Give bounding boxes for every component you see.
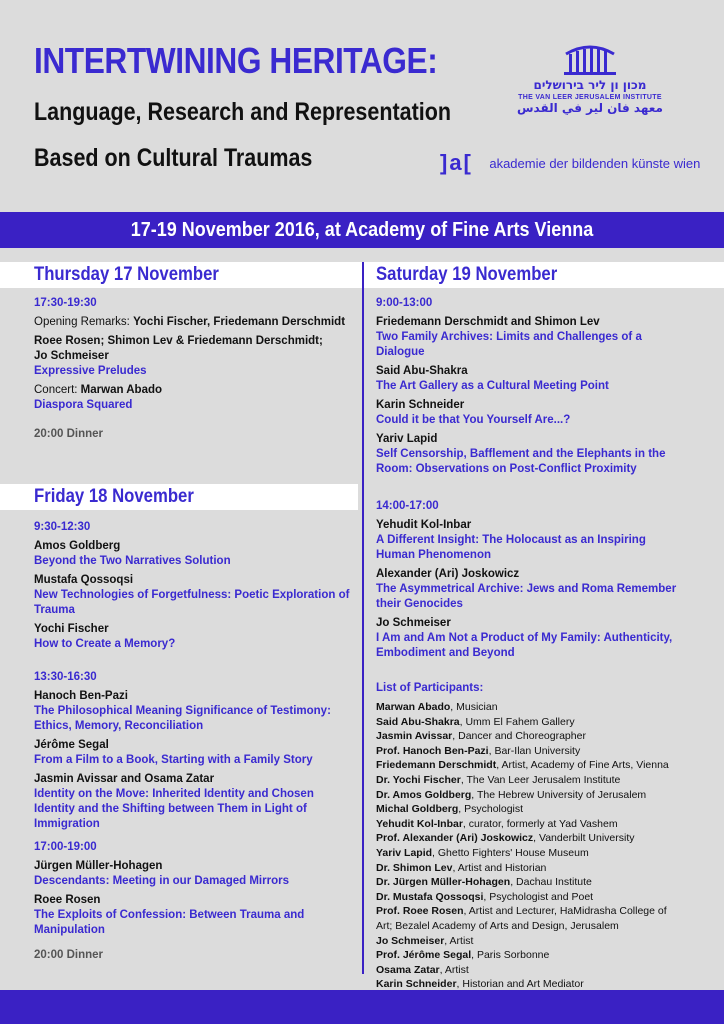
talk-title: Self Censorship, Bafflement and the Elephants in the Room: Observations on Post-Conflict Proximity — [376, 448, 666, 475]
participant-name: Prof. Alexander (Ari) Joskowicz — [376, 832, 534, 845]
participant-description: , Dancer and Choreographer — [452, 730, 586, 743]
talk-title: The Exploits of Confession: Between Trauma and Manipulation — [34, 909, 305, 936]
participant-item — [376, 744, 682, 759]
participant-item — [376, 788, 682, 803]
participant-item — [376, 729, 682, 744]
subtitle-line-2: Based on Cultural Traumas — [34, 144, 313, 172]
speaker: Jérôme Segal — [34, 739, 109, 751]
talk-title: From a Film to a Book, Starting with a Family Story — [34, 754, 313, 766]
talk-title: The Art Gallery as a Cultural Meeting Point — [376, 380, 609, 392]
talk-title: Beyond the Two Narratives Solution — [34, 555, 231, 567]
participant-item — [376, 934, 682, 949]
participant-name: Prof. Roee Rosen — [376, 905, 464, 918]
participant-name: Dr. Yochi Fischer — [376, 773, 461, 786]
participant-description: , Dachau Institute — [510, 876, 592, 889]
footer-bar — [0, 990, 724, 1024]
participant-item — [376, 875, 682, 890]
talk-title: Two Family Archives: Limits and Challenges of a Dialogue — [376, 331, 642, 358]
concert — [34, 383, 354, 398]
participant-description: , Vanderbilt University — [533, 832, 635, 845]
participant-item — [376, 817, 682, 832]
talk-title: Expressive Preludes — [34, 365, 147, 377]
participant-name: Yehudit Kol-Inbar — [376, 817, 463, 830]
participant-item — [376, 773, 682, 788]
vanleer-arabic-name: معهد فان لير في القدس — [517, 101, 663, 115]
speaker: Mustafa Qossoqsi — [34, 574, 134, 586]
vanleer-building-icon — [560, 42, 620, 76]
vanleer-hebrew-name: מכון ון ליר בירושלים — [533, 78, 647, 92]
thursday-program — [34, 296, 354, 442]
participant-item — [376, 890, 682, 905]
saturday-heading — [342, 262, 724, 288]
speaker: Roee Rosen; Shimon Lev & Friedemann Derschmidt; — [34, 335, 323, 347]
concert-label: Concert: — [34, 384, 81, 396]
participant-item — [376, 904, 682, 933]
vanleer-english-name: THE VAN LEER JERUSALEM INSTITUTE — [518, 94, 662, 101]
akademie-mark: ]a[ — [440, 150, 473, 175]
session-time: 14:00-17:00 — [376, 500, 439, 512]
speaker: Yochi Fischer — [34, 623, 109, 635]
participant-name: Michal Goldberg — [376, 803, 459, 816]
participant-name: Karin Schneider — [376, 978, 457, 991]
session-time: 17:30-19:30 — [34, 297, 97, 309]
participant-name: Yariv Lapid — [376, 846, 433, 859]
talk-title: New Technologies of Forgetfulness: Poetic Exploration of Trauma — [34, 589, 350, 616]
participant-description: , Bar-Ilan University — [488, 744, 581, 757]
participant-item — [376, 802, 682, 817]
concert-name: Marwan Abado — [80, 384, 163, 396]
participant-name: Dr. Jürgen Müller-Hohagen — [376, 876, 511, 889]
participant-description: , Psychologist and Poet — [483, 890, 594, 903]
participant-description: , The Hebrew University of Jerusalem — [471, 788, 647, 801]
participants-title: List of Participants: — [376, 682, 484, 694]
participant-item — [376, 861, 682, 876]
participant-item — [376, 831, 682, 846]
opening-names: Yochi Fischer, Friedemann Derschmidt — [133, 316, 346, 328]
participant-description: , Paris Sorbonne — [471, 949, 550, 962]
talk-title: A Different Insight: The Holocaust as an Inspiring Human Phenomenon — [376, 534, 646, 561]
participant-description: , Historian and Art Mediator — [456, 978, 584, 991]
participants-list — [376, 700, 682, 992]
participant-name: Dr. Amos Goldberg — [376, 788, 472, 801]
friday-program — [34, 520, 350, 963]
speaker: Alexander (Ari) Joskowicz — [376, 568, 520, 580]
session-time: 9:00-13:00 — [376, 297, 433, 309]
speaker: Jasmin Avissar and Osama Zatar — [34, 773, 215, 785]
participant-description: , Psychologist — [458, 803, 524, 816]
talk-title: The Asymmetrical Archive: Jews and Roma Remember their Genocides — [376, 583, 677, 610]
participant-description: , Artist and Historian — [452, 861, 547, 874]
participant-name: Friedemann Derschmidt — [376, 759, 497, 772]
speaker: Amos Goldberg — [34, 540, 121, 552]
friday-heading — [0, 484, 358, 510]
date-banner — [0, 212, 724, 248]
opening-label: Opening Remarks: — [34, 316, 134, 328]
participant-description: , Artist — [444, 934, 474, 947]
session-time: 9:30-12:30 — [34, 521, 91, 533]
participant-item — [376, 700, 682, 715]
participant-description: , Umm El Fahem Gallery — [459, 715, 575, 728]
participant-name: Said Abu-Shakra — [376, 715, 460, 728]
participant-name: Osama Zatar — [376, 963, 440, 976]
friday-heading-text: Friday 18 November — [34, 486, 194, 507]
participant-item — [376, 963, 682, 978]
talk-title: I Am and Am Not a Product of My Family: Authenticity, Embodiment and Beyond — [376, 632, 673, 659]
speaker: Jürgen Müller-Hohagen — [34, 860, 163, 872]
speaker: Friedemann Derschmidt and Shimon Lev — [376, 316, 600, 328]
column-divider — [362, 262, 364, 974]
participant-name: Prof. Hanoch Ben-Pazi — [376, 744, 489, 757]
speaker: Karin Schneider — [376, 399, 465, 411]
participant-name: Dr. Mustafa Qossoqsi — [376, 890, 484, 903]
participant-description: , curator, formerly at Yad Vashem — [462, 817, 618, 830]
participant-description: , Artist, Academy of Fine Arts, Vienna — [496, 759, 669, 772]
saturday-heading-text: Saturday 19 November — [376, 264, 558, 285]
speaker: Roee Rosen — [34, 894, 101, 906]
akademie-name: akademie der bildenden künste wien — [489, 155, 701, 171]
dinner-note: 20:00 Dinner — [34, 428, 104, 440]
akademie-logo — [440, 150, 700, 176]
participant-item — [376, 715, 682, 730]
participant-item — [376, 846, 682, 861]
opening-remarks — [34, 315, 354, 330]
page-title: INTERTWINING HERITAGE: — [34, 40, 438, 81]
talk-title: How to Create a Memory? — [34, 638, 176, 650]
talk-title: Identity on the Move: Inherited Identity and Chosen Identity and the Shifting between Them in Light of Immigration — [34, 788, 314, 830]
thursday-heading — [0, 262, 358, 288]
session-time: 13:30-16:30 — [34, 671, 97, 683]
speaker: Hanoch Ben-Pazi — [34, 690, 128, 702]
talk-title: Could it be that You Yourself Are...? — [376, 414, 571, 426]
session-time: 17:00-19:00 — [34, 841, 97, 853]
talk-title: Descendants: Meeting in our Damaged Mirrors — [34, 875, 289, 887]
participant-description: , Artist and Lecturer, HaMidrasha College of Art; Bezalel Academy of Arts and Design, Jerusalem — [376, 905, 667, 932]
participant-item — [376, 948, 682, 963]
speaker: Jo Schmeiser — [34, 350, 109, 362]
dinner-note: 20:00 Dinner — [34, 949, 104, 961]
banner-text: 17-19 November 2016, at Academy of Fine Arts Vienna — [130, 219, 594, 241]
vanleer-logo — [500, 42, 680, 115]
speaker: Yariv Lapid — [376, 433, 438, 445]
speaker: Jo Schmeiser — [376, 617, 451, 629]
participant-description: , Musician — [450, 701, 498, 713]
participant-name: Marwan Abado — [376, 701, 451, 713]
speaker: Said Abu-Shakra — [376, 365, 468, 377]
participant-name: Dr. Shimon Lev — [376, 861, 453, 874]
participant-description: , Artist — [439, 963, 469, 976]
participant-description: , The Van Leer Jerusalem Institute — [460, 773, 621, 786]
participant-description: , Ghetto Fighters' House Museum — [432, 846, 589, 859]
participant-name: Jo Schmeiser — [376, 934, 445, 947]
participant-name: Jasmin Avissar — [376, 730, 453, 743]
participant-name: Prof. Jérôme Segal — [376, 949, 472, 962]
participant-item — [376, 758, 682, 773]
speaker: Yehudit Kol-Inbar — [376, 519, 472, 531]
talk-title: The Philosophical Meaning Significance of Testimony: Ethics, Memory, Reconciliation — [34, 705, 331, 732]
thursday-heading-text: Thursday 17 November — [34, 264, 219, 285]
subtitle-line-1: Language, Research and Representation — [34, 98, 451, 126]
talk-title: Diaspora Squared — [34, 399, 133, 411]
saturday-program — [376, 296, 682, 992]
